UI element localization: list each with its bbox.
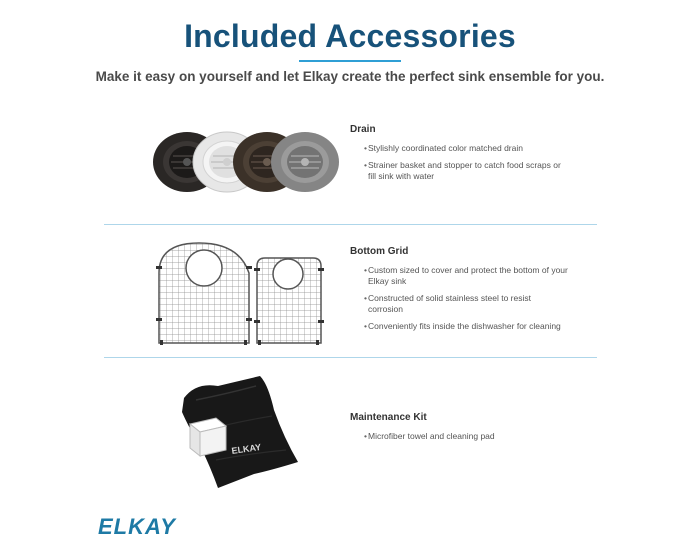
list-item: • Conveniently fits inside the dishwasher for cleaning: [350, 321, 568, 332]
towel-and-pad-image: [176, 370, 306, 490]
bottom-grid-bullets: [350, 265, 568, 332]
list-item: • Constructed of solid stainless steel to resist corrosion: [350, 293, 568, 315]
list-item: • Strainer basket and stopper to catch food scraps or fill sink with water: [350, 160, 568, 182]
logo-text: ELKAY: [98, 514, 176, 539]
elkay-logo: [98, 513, 218, 539]
page-subtitle: Make it easy on yourself and let Elkay create the perfect sink ensemble for you.: [95, 69, 605, 84]
maintenance-kit-bullets: [350, 431, 568, 442]
large-grid: [156, 243, 252, 345]
section-divider: [104, 357, 597, 358]
drain-grey: [271, 132, 339, 192]
drains-image: [151, 122, 341, 194]
cleaning-pad: [190, 418, 226, 456]
towel-print: ELKAY: [230, 441, 262, 456]
drain-bullets: [350, 143, 568, 182]
drain-heading: Drain: [350, 124, 376, 135]
bottom-grid-heading: Bottom Grid: [350, 246, 409, 257]
list-item: • Custom sized to cover and protect the bottom of your Elkay sink: [350, 265, 568, 287]
section-bottom-grid: [104, 230, 597, 354]
section-drain: [104, 112, 597, 222]
list-item: • Stylishly coordinated color matched drain: [350, 143, 568, 154]
section-maintenance-kit: [104, 362, 597, 492]
title-underline: [299, 60, 401, 62]
section-divider: [104, 224, 597, 225]
bottom-grids-image: [154, 238, 324, 348]
page-title: Included Accessories: [184, 18, 516, 54]
list-item: • Microfiber towel and cleaning pad: [350, 431, 568, 442]
maintenance-kit-heading: Maintenance Kit: [350, 412, 427, 423]
small-grid: [254, 258, 324, 345]
